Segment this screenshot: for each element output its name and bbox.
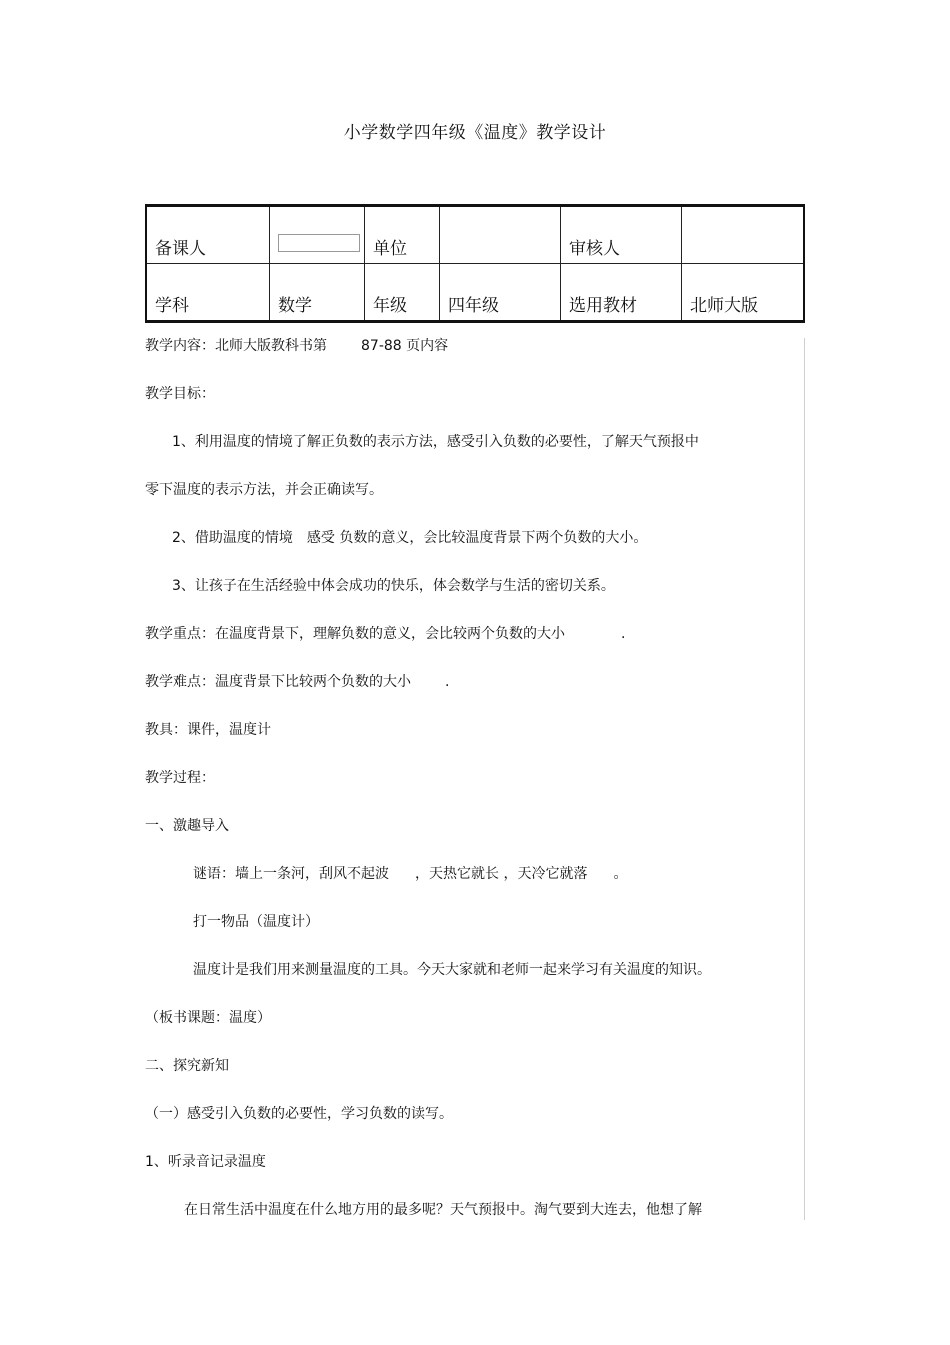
content-label: 教学内容：北师大版教科书第	[145, 338, 327, 354]
riddle-answer-line: 打一物品（温度计）	[193, 914, 319, 930]
cell-reviewer-label: 审核人	[561, 206, 682, 264]
step-1-heading: 1、听录音记录温度	[145, 1154, 266, 1170]
margin-rule	[804, 338, 805, 1220]
goal-1-line-a: 1、利用温度的情境了解正负数的表示方法，感受引入负数的必要性，了解天气预报中	[172, 434, 699, 450]
key-point-line	[145, 625, 625, 643]
cell-preparer-label: 备课人	[146, 206, 270, 264]
difficulty-line	[145, 673, 449, 691]
goal-2-part-b: 感受 负数的意义，会比较温度背景下两个负数的大小。	[306, 530, 648, 546]
subsection-1-heading: （一）感受引入负数的必要性，学习负数的读写。	[145, 1106, 453, 1122]
cell-subject-label: 学科	[146, 264, 270, 322]
content-tail: 页内容	[406, 338, 449, 354]
process-heading: 教学过程：	[145, 770, 215, 786]
goal-3-line: 3、让孩子在生活经验中体会成功的快乐，体会数学与生活的密切关系。	[172, 578, 615, 594]
board-title-line: （板书课题：温度）	[145, 1010, 271, 1026]
cell-preparer-value	[270, 206, 365, 264]
step-1-text: 在日常生活中温度在什么地方用的最多呢？天气预报中。淘气要到大连去，他想了解	[184, 1202, 702, 1218]
table-row	[146, 206, 804, 264]
riddle-part-c: ，天冷它就落	[503, 866, 588, 882]
riddle-part-d: 。	[613, 866, 628, 882]
cell-subject-value: 数学	[270, 264, 365, 322]
cell-reviewer-value	[682, 206, 805, 264]
riddle-part-b: ，天热它就长	[415, 866, 499, 882]
difficulty-end: .	[445, 674, 450, 690]
section-1-heading: 一、激趣导入	[145, 818, 229, 834]
tools-line: 教具：课件，温度计	[145, 722, 271, 738]
goal-1-line-b: 零下温度的表示方法，并会正确读写。	[145, 482, 383, 498]
content-pages: 87-88	[361, 338, 402, 354]
difficulty-text: 教学难点：温度背景下比较两个负数的大小	[145, 674, 411, 690]
goal-2-line	[172, 529, 647, 547]
riddle-line	[193, 865, 627, 883]
cell-textbook-value: 北师大版	[682, 264, 805, 322]
goal-2-part-a: 2、借助温度的情境	[172, 530, 293, 546]
goals-heading: 教学目标：	[145, 386, 215, 402]
cell-unit-value	[440, 206, 561, 264]
key-point-text: 教学重点：在温度背景下，理解负数的意义，会比较两个负数的大小	[145, 626, 565, 642]
key-point-end: .	[621, 626, 626, 642]
document-title: 小学数学四年级《温度》教学设计	[343, 123, 607, 143]
section-2-heading: 二、探究新知	[145, 1058, 229, 1074]
cell-grade-label: 年级	[365, 264, 440, 322]
cell-textbook-label: 选用教材	[561, 264, 682, 322]
riddle-part-a: 谜语：墙上一条河，刮风不起波	[193, 866, 389, 882]
preparer-blank-field	[278, 234, 360, 252]
teaching-content-line	[145, 337, 448, 355]
table-row	[146, 264, 804, 322]
info-table	[145, 204, 805, 323]
cell-grade-value: 四年级	[440, 264, 561, 322]
cell-unit-label: 单位	[365, 206, 440, 264]
intro-text-line: 温度计是我们用来测量温度的工具。今天大家就和老师一起来学习有关温度的知识。	[193, 962, 711, 978]
